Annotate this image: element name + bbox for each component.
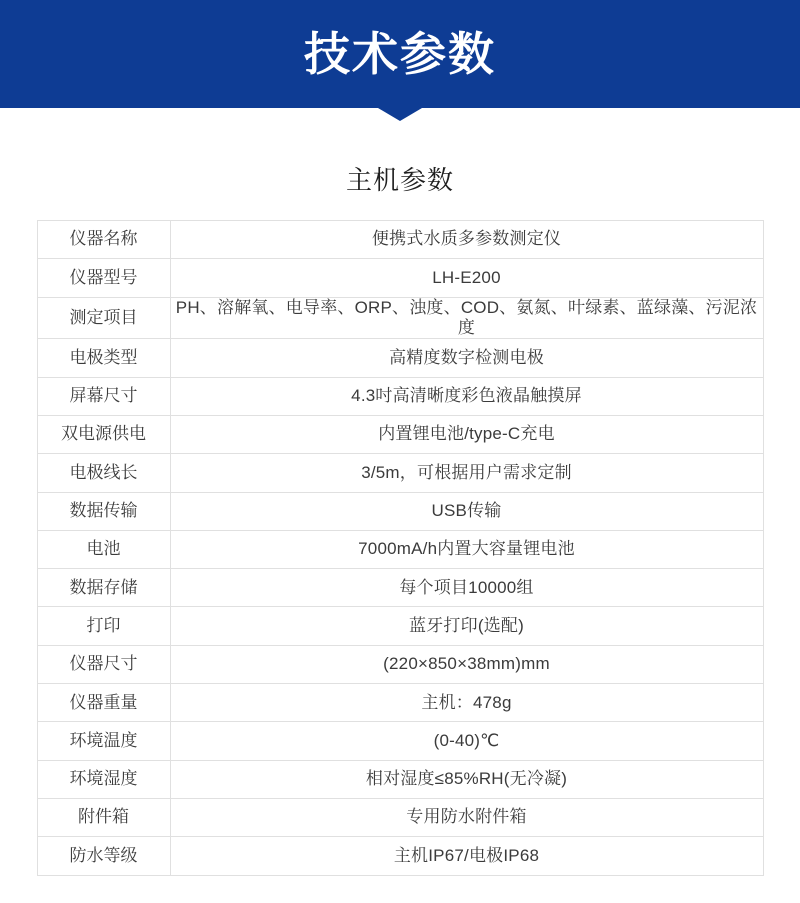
spec-table-row	[37, 259, 763, 297]
spec-table-row	[37, 221, 763, 259]
spec-value: 便携式水质多参数测定仪	[170, 221, 763, 259]
spec-value: 每个项目10000组	[170, 569, 763, 607]
spec-label: 双电源供电	[37, 415, 170, 453]
spec-label: 数据存储	[37, 569, 170, 607]
spec-value: 7000mA/h内置大容量锂电池	[170, 530, 763, 568]
spec-table-row	[37, 297, 763, 339]
section-title: 主机参数	[345, 165, 454, 195]
spec-table-row	[37, 684, 763, 722]
spec-table-row	[37, 377, 763, 415]
spec-table-row	[37, 492, 763, 530]
spec-value: 主机IP67/电极IP68	[170, 837, 763, 875]
banner	[0, 0, 800, 108]
banner-title: 技术参数	[304, 28, 496, 80]
spec-table-row	[37, 798, 763, 836]
spec-label: 仪器型号	[37, 259, 170, 297]
spec-table	[37, 220, 764, 876]
spec-label: 电极类型	[37, 339, 170, 377]
spec-label: 打印	[37, 607, 170, 645]
spec-table-row	[37, 569, 763, 607]
spec-label: 仪器名称	[37, 221, 170, 259]
spec-value: 4.3吋高清晰度彩色液晶触摸屏	[170, 377, 763, 415]
spec-value: PH、溶解氧、电导率、ORP、浊度、COD、氨氮、叶绿素、蓝绿藻、污泥浓度	[170, 297, 763, 339]
spec-table-row	[37, 454, 763, 492]
spec-table-row	[37, 415, 763, 453]
spec-value: LH-E200	[170, 259, 763, 297]
spec-value: 相对湿度≤85%RH(无冷凝)	[170, 760, 763, 798]
spec-value: USB传输	[170, 492, 763, 530]
spec-table-row	[37, 607, 763, 645]
spec-table-row	[37, 722, 763, 760]
spec-table-row	[37, 837, 763, 875]
spec-label: 电池	[37, 530, 170, 568]
banner-pointer-triangle	[378, 108, 422, 121]
spec-label: 屏幕尺寸	[37, 377, 170, 415]
spec-table-row	[37, 760, 763, 798]
spec-label: 测定项目	[37, 297, 170, 339]
spec-label: 环境湿度	[37, 760, 170, 798]
spec-label: 环境温度	[37, 722, 170, 760]
spec-value: 专用防水附件箱	[170, 798, 763, 836]
spec-value: 蓝牙打印(选配)	[170, 607, 763, 645]
spec-label: 电极线长	[37, 454, 170, 492]
spec-table-body	[37, 221, 763, 876]
spec-label: 附件箱	[37, 798, 170, 836]
spec-table-row	[37, 530, 763, 568]
spec-value: 主机：478g	[170, 684, 763, 722]
spec-label: 防水等级	[37, 837, 170, 875]
spec-label: 数据传输	[37, 492, 170, 530]
spec-value: 高精度数字检测电极	[170, 339, 763, 377]
spec-label: 仪器重量	[37, 684, 170, 722]
spec-value: 3/5m，可根据用户需求定制	[170, 454, 763, 492]
spec-table-row	[37, 339, 763, 377]
spec-table-row	[37, 645, 763, 683]
spec-label: 仪器尺寸	[37, 645, 170, 683]
spec-value: (220×850×38mm)mm	[170, 645, 763, 683]
spec-value: 内置锂电池/type-C充电	[170, 415, 763, 453]
spec-value: (0-40)℃	[170, 722, 763, 760]
